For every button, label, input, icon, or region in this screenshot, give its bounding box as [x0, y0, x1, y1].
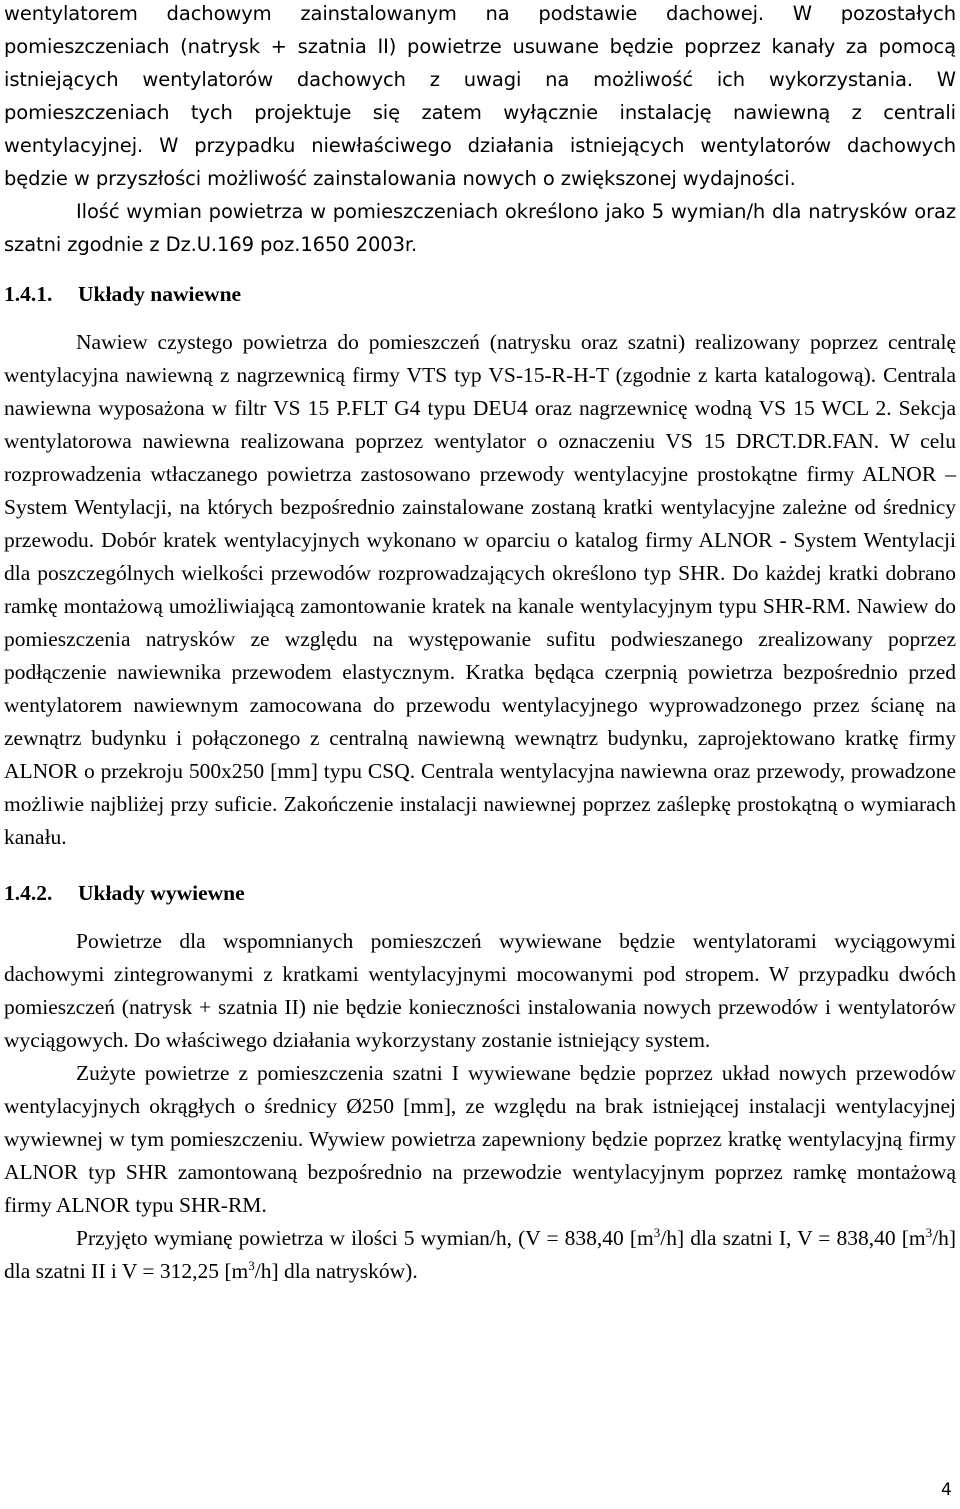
page-number: 4: [941, 1480, 952, 1500]
section-number: 1.4.2.: [4, 881, 53, 905]
text-run: /h] dla natrysków).: [254, 1259, 418, 1283]
document-page: [4, 0, 956, 1288]
superscript: 3: [653, 1225, 661, 1240]
section-heading-supply: [4, 278, 956, 311]
exhaust-paragraph-3: [4, 1222, 956, 1288]
section-title: Układy wywiewne: [78, 881, 245, 905]
supply-paragraph-1: Nawiew czystego powietrza do pomieszczeń (natrysku oraz szatni) realizowany poprzez centralę wentylacyjna nawiewną z nagrzewnicą firmy VTS typ VS-15-R-H-T (zgodnie z karta katalogową). Centrala nawiewna wyposażona w filtr VS 15 P.FLT G4 typu DEU4 oraz nagrzewnicę wodną VS 15 WCL 2. Sekcja wentylatorowa nawiewna realizowana poprzez wentylator o oznaczeniu VS 15 DRCT.DR.FAN. W celu rozprowadzenia wtłaczanego powietrza zastosowano przewody wentylacyjne prostokątne firmy ALNOR – System Wentylacji, na których bezpośrednio zainstalowane zostaną kratki wentylacyjne zależne od średnicy przewodu. Dobór kratek wentylacyjnych wykonano w oparciu o katalog firmy ALNOR - System Wentylacji dla poszczególnych wielkości przewodów rozprowadzających określono typ SHR. Do każdej kratki dobrano ramkę montażową umożliwiającą zamontowanie kratek na kanale wentylacyjnym typu SHR-RM. Nawiew do pomieszczenia natrysków ze względu na występowanie sufitu podwieszanego zrealizowany poprzez podłączenie nawiewnika przewodem elastycznym. Kratka będąca czerpnią powietrza bezpośrednio przed wentylatorem nawiewnym zamocowana do przewodu wentylacyjnego wyprowadzonego przez ścianę na zewnątrz budynku i połączonego z centralną nawiewną wewnątrz budynku, zaprojektowano kratkę firmy ALNOR o przekroju 500x250 [mm] typu CSQ. Centrala wentylacyjna nawiewna oraz przewody, prowadzone możliwie najbliżej przy suficie. Zakończenie instalacji nawiewnej poprzez zaślepkę prostokątną o wymiarach kanału.: [4, 330, 956, 849]
text-run: /h] dla szatni I, V = 838,40 [m: [660, 1226, 926, 1250]
intro-paragraph-2: Ilość wymian powietrza w pomieszczeniach określono jako 5 wymian/h dla natrysków oraz szatni zgodnie z Dz.U.169 poz.1650 2003r.: [4, 200, 956, 256]
section-title: Układy nawiewne: [78, 282, 242, 306]
section-number: 1.4.1.: [4, 282, 53, 306]
exhaust-paragraph-2: Zużyte powietrze z pomieszczenia szatni I wywiewane będzie poprzez układ nowych przewodów wentylacyjnych okrągłych o średnicy Ø250 [mm], ze względu na brak istniejącej instalacji wentylacyjnej wywiewnej w tym pomieszczeniu. Wywiew powietrza zapewniony będzie poprzez kratkę wentylacyjną firmy ALNOR typ SHR zamontowaną bezpośrednio na przewodzie wentylacyjnym poprzez ramkę montażową firmy ALNOR typu SHR-RM.: [4, 1061, 956, 1217]
superscript: 3: [248, 1258, 255, 1273]
section-heading-exhaust: [4, 877, 956, 910]
superscript: 3: [925, 1225, 933, 1240]
text-run: Przyjęto wymianę powietrza w ilości 5 wymian/h, (V = 838,40 [m: [76, 1226, 654, 1250]
text-run: /h] dla szatni II i V = 312,25 [m: [4, 1226, 956, 1283]
intro-paragraph-1: wentylatorem dachowym zainstalowanym na podstawie dachowej. W pozostałych pomieszczeniach (natrysk + szatnia II) powietrze usuwane będzie poprzez kanały za pomocą istniejących wentylatorów dachowych z uwagi na możliwość ich wykorzystania. W pomieszczeniach tych projektuje się zatem wyłącznie instalację nawiewną z centrali wentylacyjnej. W przypadku niewłaściwego działania istniejących wentylatorów dachowych będzie w przyszłości możliwość zainstalowania nowych o zwiększonej wydajności.: [4, 2, 956, 190]
exhaust-paragraph-1: Powietrze dla wspomnianych pomieszczeń wywiewane będzie wentylatorami wyciągowymi dachowymi zintegrowanymi z kratkami wentylacyjnymi mocowanymi pod stropem. W przypadku dwóch pomieszczeń (natrysk + szatnia II) nie będzie konieczności instalowania nowych przewodów i wentylatorów wyciągowych. Do właściwego działania wykorzystany zostanie istniejący system.: [4, 929, 956, 1052]
